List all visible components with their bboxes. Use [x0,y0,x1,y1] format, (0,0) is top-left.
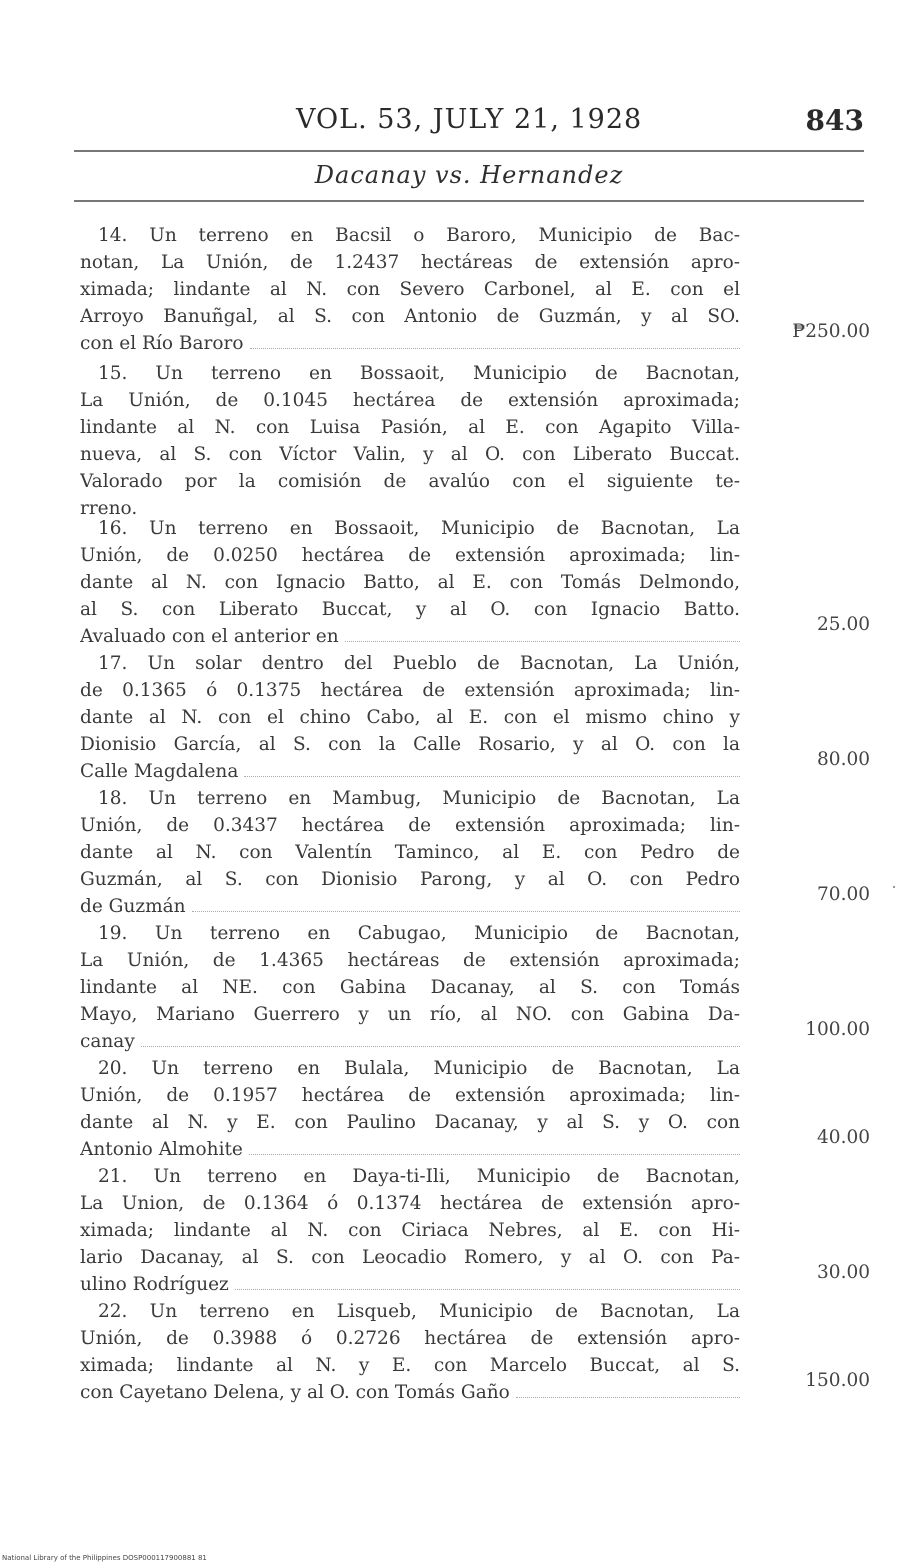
entry-line: dante al N. con Valentín Taminco, al E. con Pedro de [80,842,740,863]
entry-line: notan, La Unión, de 1.2437 hectáreas de extensión apro- [80,252,740,273]
entry-line: Unión, de 0.1957 hectárea de extensión aproximada; lin- [80,1085,740,1106]
entry-line: Unión, de 0.3437 hectárea de extensión aproximada; lin- [80,815,740,836]
entry-line: Dionisio García, al S. con la Calle Rosario, y al O. con la [80,734,740,755]
entry-amount: 70.00 [817,884,870,905]
entry-line: La Unión, de 0.1045 hectárea de extensión aproximada; [80,390,740,411]
entry-line: Valorado por la comisión de avalúo con el siguiente te- [80,471,740,492]
entry-line: nueva, al S. con Víctor Valin, y al O. con Liberato Buccat. [80,444,740,465]
entry-line: al S. con Liberato Buccat, y al O. con Ignacio Batto. [80,599,740,620]
property-entry [80,1298,870,1406]
entry-line: 19. Un terreno en Cabugao, Municipio de Bacnotan, [98,923,740,944]
entry-line: lindante al NE. con Gabina Dacanay, al S. con Tomás [80,977,740,998]
entry-line: dante al N. con Ignacio Batto, al E. con Tomás Delmondo, [80,572,740,593]
dot-leader [345,640,740,642]
scan-credit: National Library of the Philippines DOSP000117900881 81 [2,1554,207,1562]
property-entry [80,360,870,522]
dot-leader [192,910,740,912]
entry-line-text: con el Río Baroro [80,333,244,354]
dot-leader [516,1396,740,1398]
entry-line-with-leader [80,893,740,920]
entry-line: rreno. [80,498,138,519]
entry-amount: 80.00 [817,749,870,770]
entry-line-text: canay [80,1031,135,1052]
property-entry [80,1163,870,1298]
entry-line-with-leader [80,1136,740,1163]
entry-line: Unión, de 0.3988 ó 0.2726 hectárea de extensión apro- [80,1328,740,1349]
entry-line: Mayo, Mariano Guerrero y un río, al NO. con Gabina Da- [80,1004,740,1025]
entry-line-text: Antonio Almohite [80,1139,243,1160]
entry-amount: ₱250.00 [792,321,870,342]
entry-line: ximada; lindante al N. con Ciriaca Nebres, al E. con Hi- [80,1220,740,1241]
scan-speck [893,886,895,888]
entry-line: lindante al N. con Luisa Pasión, al E. con Agapito Villa- [80,417,740,438]
property-entry [80,222,870,357]
entry-amount: 40.00 [817,1127,870,1148]
entry-line: 16. Un terreno en Bossaoit, Municipio de Bacnotan, La [98,518,740,539]
entry-line-with-leader [80,758,740,785]
entry-line-with-leader [80,1028,740,1055]
entry-line-text: Avaluado con el anterior en [80,626,339,647]
property-entry [80,1055,870,1163]
entry-line-with-leader [80,1379,740,1406]
property-entry [80,650,870,785]
entry-line: La Union, de 0.1364 ó 0.1374 hectárea de extensión apro- [80,1193,740,1214]
entry-line: 22. Un terreno en Lisqueb, Municipio de Bacnotan, La [98,1301,740,1322]
entry-line: 20. Un terreno en Bulala, Municipio de Bacnotan, La [98,1058,740,1079]
dot-leader [249,1153,740,1155]
entry-line: Arroyo Banuñgal, al S. con Antonio de Guzmán, y al SO. [80,306,740,327]
entry-line: 15. Un terreno en Bossaoit, Municipio de Bacnotan, [98,363,740,384]
entry-line: ximada; lindante al N. y E. con Marcelo Buccat, al S. [80,1355,740,1376]
entry-line: 17. Un solar dentro del Pueblo de Bacnotan, La Unión, [98,653,740,674]
entry-line: Unión, de 0.0250 hectárea de extensión aproximada; lin- [80,545,740,566]
entry-line-text: ulino Rodríguez [80,1274,229,1295]
page-header [74,104,864,144]
entry-line: de 0.1365 ó 0.1375 hectárea de extensión aproximada; lin- [80,680,740,701]
entry-amount: 25.00 [817,614,870,635]
entry-line-text: con Cayetano Delena, y al O. con Tomás Gaño [80,1382,510,1403]
entry-line: ximada; lindante al N. con Severo Carbonel, al E. con el [80,279,740,300]
dot-leader [244,775,740,777]
entry-line: 14. Un terreno en Bacsil o Baroro, Municipio de Bac- [98,225,740,246]
entry-line: 21. Un terreno en Daya-ti-Ili, Municipio de Bacnotan, [98,1166,740,1187]
page-number: 843 [805,104,864,137]
case-title: Dacanay vs. Hernandez [314,161,624,189]
entry-line: dante al N. y E. con Paulino Dacanay, y al S. y O. con [80,1112,740,1133]
property-entry [80,785,870,920]
dot-leader [235,1288,740,1290]
title-rule [74,200,864,202]
entry-line: 18. Un terreno en Mambug, Municipio de Bacnotan, La [98,788,740,809]
entry-amount: 100.00 [805,1019,870,1040]
entry-line: lario Dacanay, al S. con Leocadio Romero, y al O. con Pa- [80,1247,740,1268]
dot-leader [250,347,741,349]
entry-line: La Unión, de 1.4365 hectáreas de extensión aproximada; [80,950,740,971]
entry-line: dante al N. con el chino Cabo, al E. con el mismo chino y [80,707,740,728]
running-head: VOL. 53, JULY 21, 1928 [296,104,643,135]
entry-amount: 30.00 [817,1262,870,1283]
entry-line-with-leader [80,1271,740,1298]
entry-line-text: de Guzmán [80,896,186,917]
property-entry [80,515,870,650]
entry-line: Guzmán, al S. con Dionisio Parong, y al O. con Pedro [80,869,740,890]
entry-amount: 150.00 [805,1370,870,1391]
header-rule [74,150,864,152]
entry-line-with-leader [80,623,740,650]
property-entry [80,920,870,1055]
entry-line-text: Calle Magdalena [80,761,239,782]
dot-leader [141,1045,740,1047]
entry-line-with-leader [80,330,740,357]
